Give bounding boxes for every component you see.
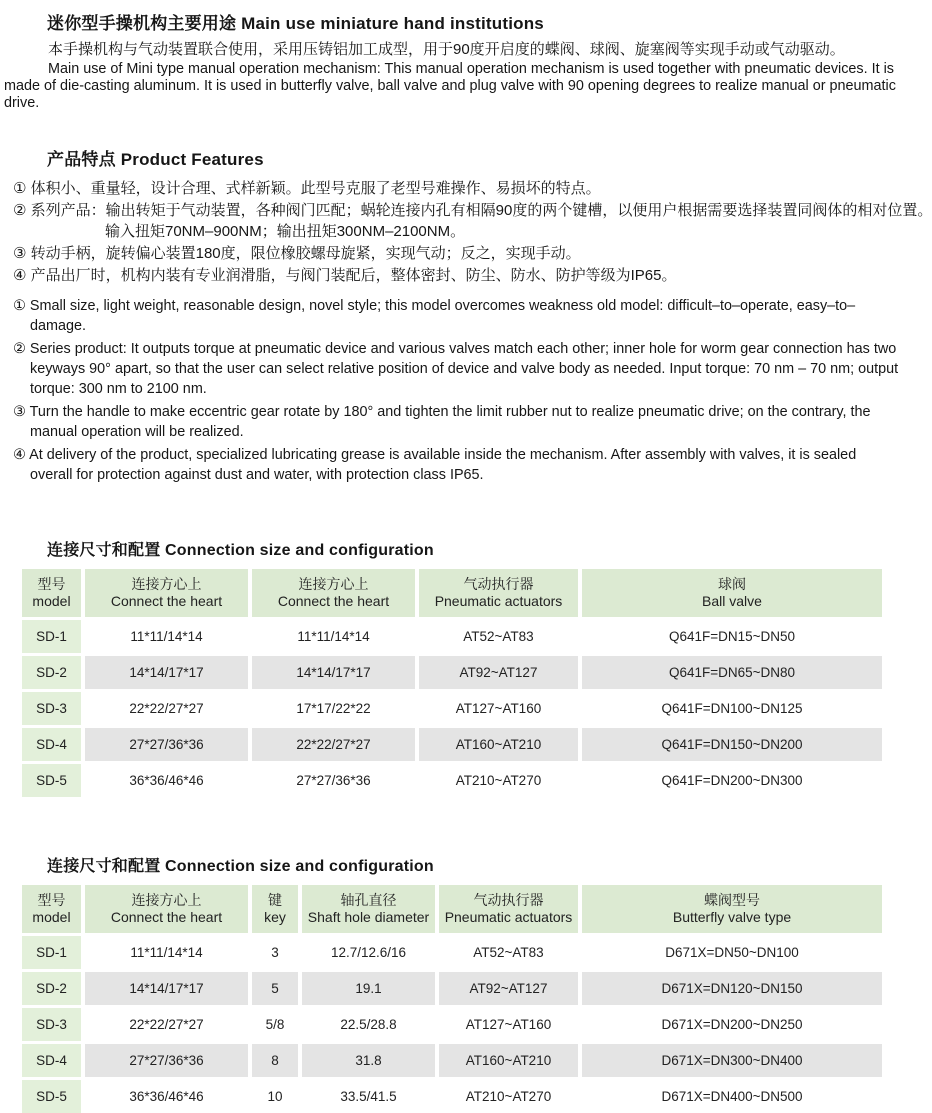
feature-text: Turn the handle to make eccentric gear rotate by 180° and tighten the limit rubber nut to realize pneumatic drive; on the contrary, the manual operation will be realized. xyxy=(29,404,871,440)
model-cell: SD-4 xyxy=(22,728,81,761)
features-list-en xyxy=(13,296,900,485)
table-cell: 14*14/17*17 xyxy=(85,656,248,689)
model-cell: SD-3 xyxy=(22,692,81,725)
model-cell: SD-2 xyxy=(22,656,81,689)
column-header: 气动执行器 Pneumatic actuators xyxy=(419,569,578,617)
bullet-number: ④ xyxy=(13,267,27,284)
table-cell: 5 xyxy=(252,972,298,1005)
table-cell: 33.5/41.5 xyxy=(302,1080,435,1113)
table-cell: 11*11/14*14 xyxy=(85,936,248,969)
table-cell: 22*22/27*27 xyxy=(85,692,248,725)
table-cell: AT92~AT127 xyxy=(419,656,578,689)
catalog-page xyxy=(0,9,932,1104)
table-cell: 19.1 xyxy=(302,972,435,1005)
column-header: 型号 model xyxy=(22,885,81,933)
table-cell: 27*27/36*36 xyxy=(252,764,415,797)
table-cell: 31.8 xyxy=(302,1044,435,1077)
connection-table-ball-valve-section xyxy=(0,537,900,797)
table-cell: 22*22/27*27 xyxy=(252,728,415,761)
feature-zh-2 xyxy=(13,200,932,242)
model-cell: SD-2 xyxy=(22,972,81,1005)
table-cell: 10 xyxy=(252,1080,298,1113)
table-cell: Q641F=DN150~DN200 xyxy=(582,728,882,761)
features-title: 产品特点 Product Features xyxy=(47,150,264,169)
table-cell: AT210~AT270 xyxy=(439,1080,578,1113)
column-header: 轴孔直径 Shaft hole diameter xyxy=(302,885,435,933)
page-title: 迷你型手操机构主要用途 Main use miniature hand institutions xyxy=(47,14,544,33)
bullet-number: ③ xyxy=(13,245,27,262)
column-header: 连接方心上 Connect the heart xyxy=(85,885,248,933)
connection-table-butterfly-valve-section xyxy=(0,853,900,1113)
table-cell: AT160~AT210 xyxy=(419,728,578,761)
table-cell: AT160~AT210 xyxy=(439,1044,578,1077)
feature-text: 产品出厂时，机构内装有专业润滑脂，与阀门装配后，整体密封、防尘、防水、防护等级为IP65。 xyxy=(30,267,677,284)
table-cell: Q641F=DN15~DN50 xyxy=(582,620,882,653)
table-cell: 14*14/17*17 xyxy=(252,656,415,689)
bullet-number: ① xyxy=(13,180,27,197)
table-butterfly-valve xyxy=(22,885,882,1113)
table-cell: D671X=DN200~DN250 xyxy=(582,1008,882,1041)
column-header: 型号 model xyxy=(22,569,81,617)
table-cell: 36*36/46*46 xyxy=(85,1080,248,1113)
table-cell: 22.5/28.8 xyxy=(302,1008,435,1041)
intro-paragraph-zh: 本手操机构与气动装置联合使用，采用压铸铝加工成型，用于90度开启度的蝶阀、球阀、旋塞阀等实现手动或气动驱动。 xyxy=(48,41,845,58)
table-cell: 8 xyxy=(252,1044,298,1077)
table-cell: AT92~AT127 xyxy=(439,972,578,1005)
model-cell: SD-1 xyxy=(22,936,81,969)
model-cell: SD-5 xyxy=(22,764,81,797)
table-cell: D671X=DN50~DN100 xyxy=(582,936,882,969)
bullet-number: ② xyxy=(13,341,26,357)
column-header: 键 key xyxy=(252,885,298,933)
feature-text: At delivery of the product, specialized lubricating grease is available inside the mechanism. After assembly with valves, it is sealed overall for protection against dust and water, with protection class IP65. xyxy=(29,447,857,483)
table-cell: Q641F=DN65~DN80 xyxy=(582,656,882,689)
table-ball-valve xyxy=(22,569,882,797)
bullet-number: ③ xyxy=(13,404,26,420)
table-cell: D671X=DN120~DN150 xyxy=(582,972,882,1005)
feature-text: 转动手柄，旋转偏心装置180度，限位橡胶螺母旋紧，实现气动；反之，实现手动。 xyxy=(30,245,581,262)
table-cell: AT127~AT160 xyxy=(419,692,578,725)
feature-zh-3 xyxy=(13,243,900,264)
column-header: 连接方心上 Connect the heart xyxy=(85,569,248,617)
column-header: 连接方心上 Connect the heart xyxy=(252,569,415,617)
table-cell: 11*11/14*14 xyxy=(252,620,415,653)
table-cell: 3 xyxy=(252,936,298,969)
intro-paragraph-en: Main use of Mini type manual operation mechanism: This manual operation mechanism is used together with pneumatic devices. It is made of die-casting aluminum. It is used in butterfly valve, ball valve and plug valve with 90 opening degrees to realize manual or pneumatic drive. xyxy=(4,61,896,111)
model-cell: SD-3 xyxy=(22,1008,81,1041)
table-cell: 27*27/36*36 xyxy=(85,728,248,761)
feature-zh-1 xyxy=(13,178,900,199)
feature-text: Small size, light weight, reasonable design, novel style; this model overcomes weakness old model: difficult–to–operate, easy–to–damage. xyxy=(29,298,856,334)
column-header: 蝶阀型号 Butterfly valve type xyxy=(582,885,882,933)
table-cell: AT52~AT83 xyxy=(419,620,578,653)
feature-text: Series product: It outputs torque at pneumatic device and various valves match each other; inner hole for worm gear connection has two keyways 90° apart, so that the user can select relative position of device and valve body as needed. Input torque: 70 nm – 70 nm; output torque: 300 nm to 2100 nm. xyxy=(29,341,899,397)
table-cell: 5/8 xyxy=(252,1008,298,1041)
table-cell: 36*36/46*46 xyxy=(85,764,248,797)
feature-zh-4 xyxy=(13,265,900,286)
bullet-number: ② xyxy=(13,202,27,219)
feature-en-3 xyxy=(13,402,900,442)
feature-text: 系列产品：输出转矩于气动装置，各种阀门匹配；蜗轮连接内孔有相隔90度的两个键槽，以便用户根据需要选择装置同阀体的相对位置。 xyxy=(30,202,932,219)
table-cell: 22*22/27*27 xyxy=(85,1008,248,1041)
bullet-number: ① xyxy=(13,298,26,314)
table1-title: 连接尺寸和配置 Connection size and configuration xyxy=(47,542,434,559)
feature-zh-2-line2: 输入扭矩70NM–900NM；输出扭矩300NM–2100NM。 xyxy=(105,223,466,240)
table-cell: AT127~AT160 xyxy=(439,1008,578,1041)
table-cell: 12.7/12.6/16 xyxy=(302,936,435,969)
column-header: 气动执行器 Pneumatic actuators xyxy=(439,885,578,933)
table-cell: 14*14/17*17 xyxy=(85,972,248,1005)
feature-en-2 xyxy=(13,339,900,399)
model-cell: SD-5 xyxy=(22,1080,81,1113)
table-cell: Q641F=DN200~DN300 xyxy=(582,764,882,797)
model-cell: SD-4 xyxy=(22,1044,81,1077)
table2-title: 连接尺寸和配置 Connection size and configuration xyxy=(47,858,434,875)
table-cell: Q641F=DN100~DN125 xyxy=(582,692,882,725)
features-list-zh xyxy=(13,178,932,286)
feature-en-1 xyxy=(13,296,900,336)
model-cell: SD-1 xyxy=(22,620,81,653)
table-cell: 11*11/14*14 xyxy=(85,620,248,653)
table-cell: D671X=DN400~DN500 xyxy=(582,1080,882,1113)
table-cell: AT52~AT83 xyxy=(439,936,578,969)
table-cell: 27*27/36*36 xyxy=(85,1044,248,1077)
feature-text: 体积小、重量轻，设计合理、式样新颖。此型号克服了老型号难操作、易损坏的特点。 xyxy=(30,180,601,197)
table-cell: 17*17/22*22 xyxy=(252,692,415,725)
bullet-number: ④ xyxy=(13,447,26,463)
table-cell: AT210~AT270 xyxy=(419,764,578,797)
feature-en-4 xyxy=(13,445,900,485)
column-header: 球阀 Ball valve xyxy=(582,569,882,617)
table-cell: D671X=DN300~DN400 xyxy=(582,1044,882,1077)
